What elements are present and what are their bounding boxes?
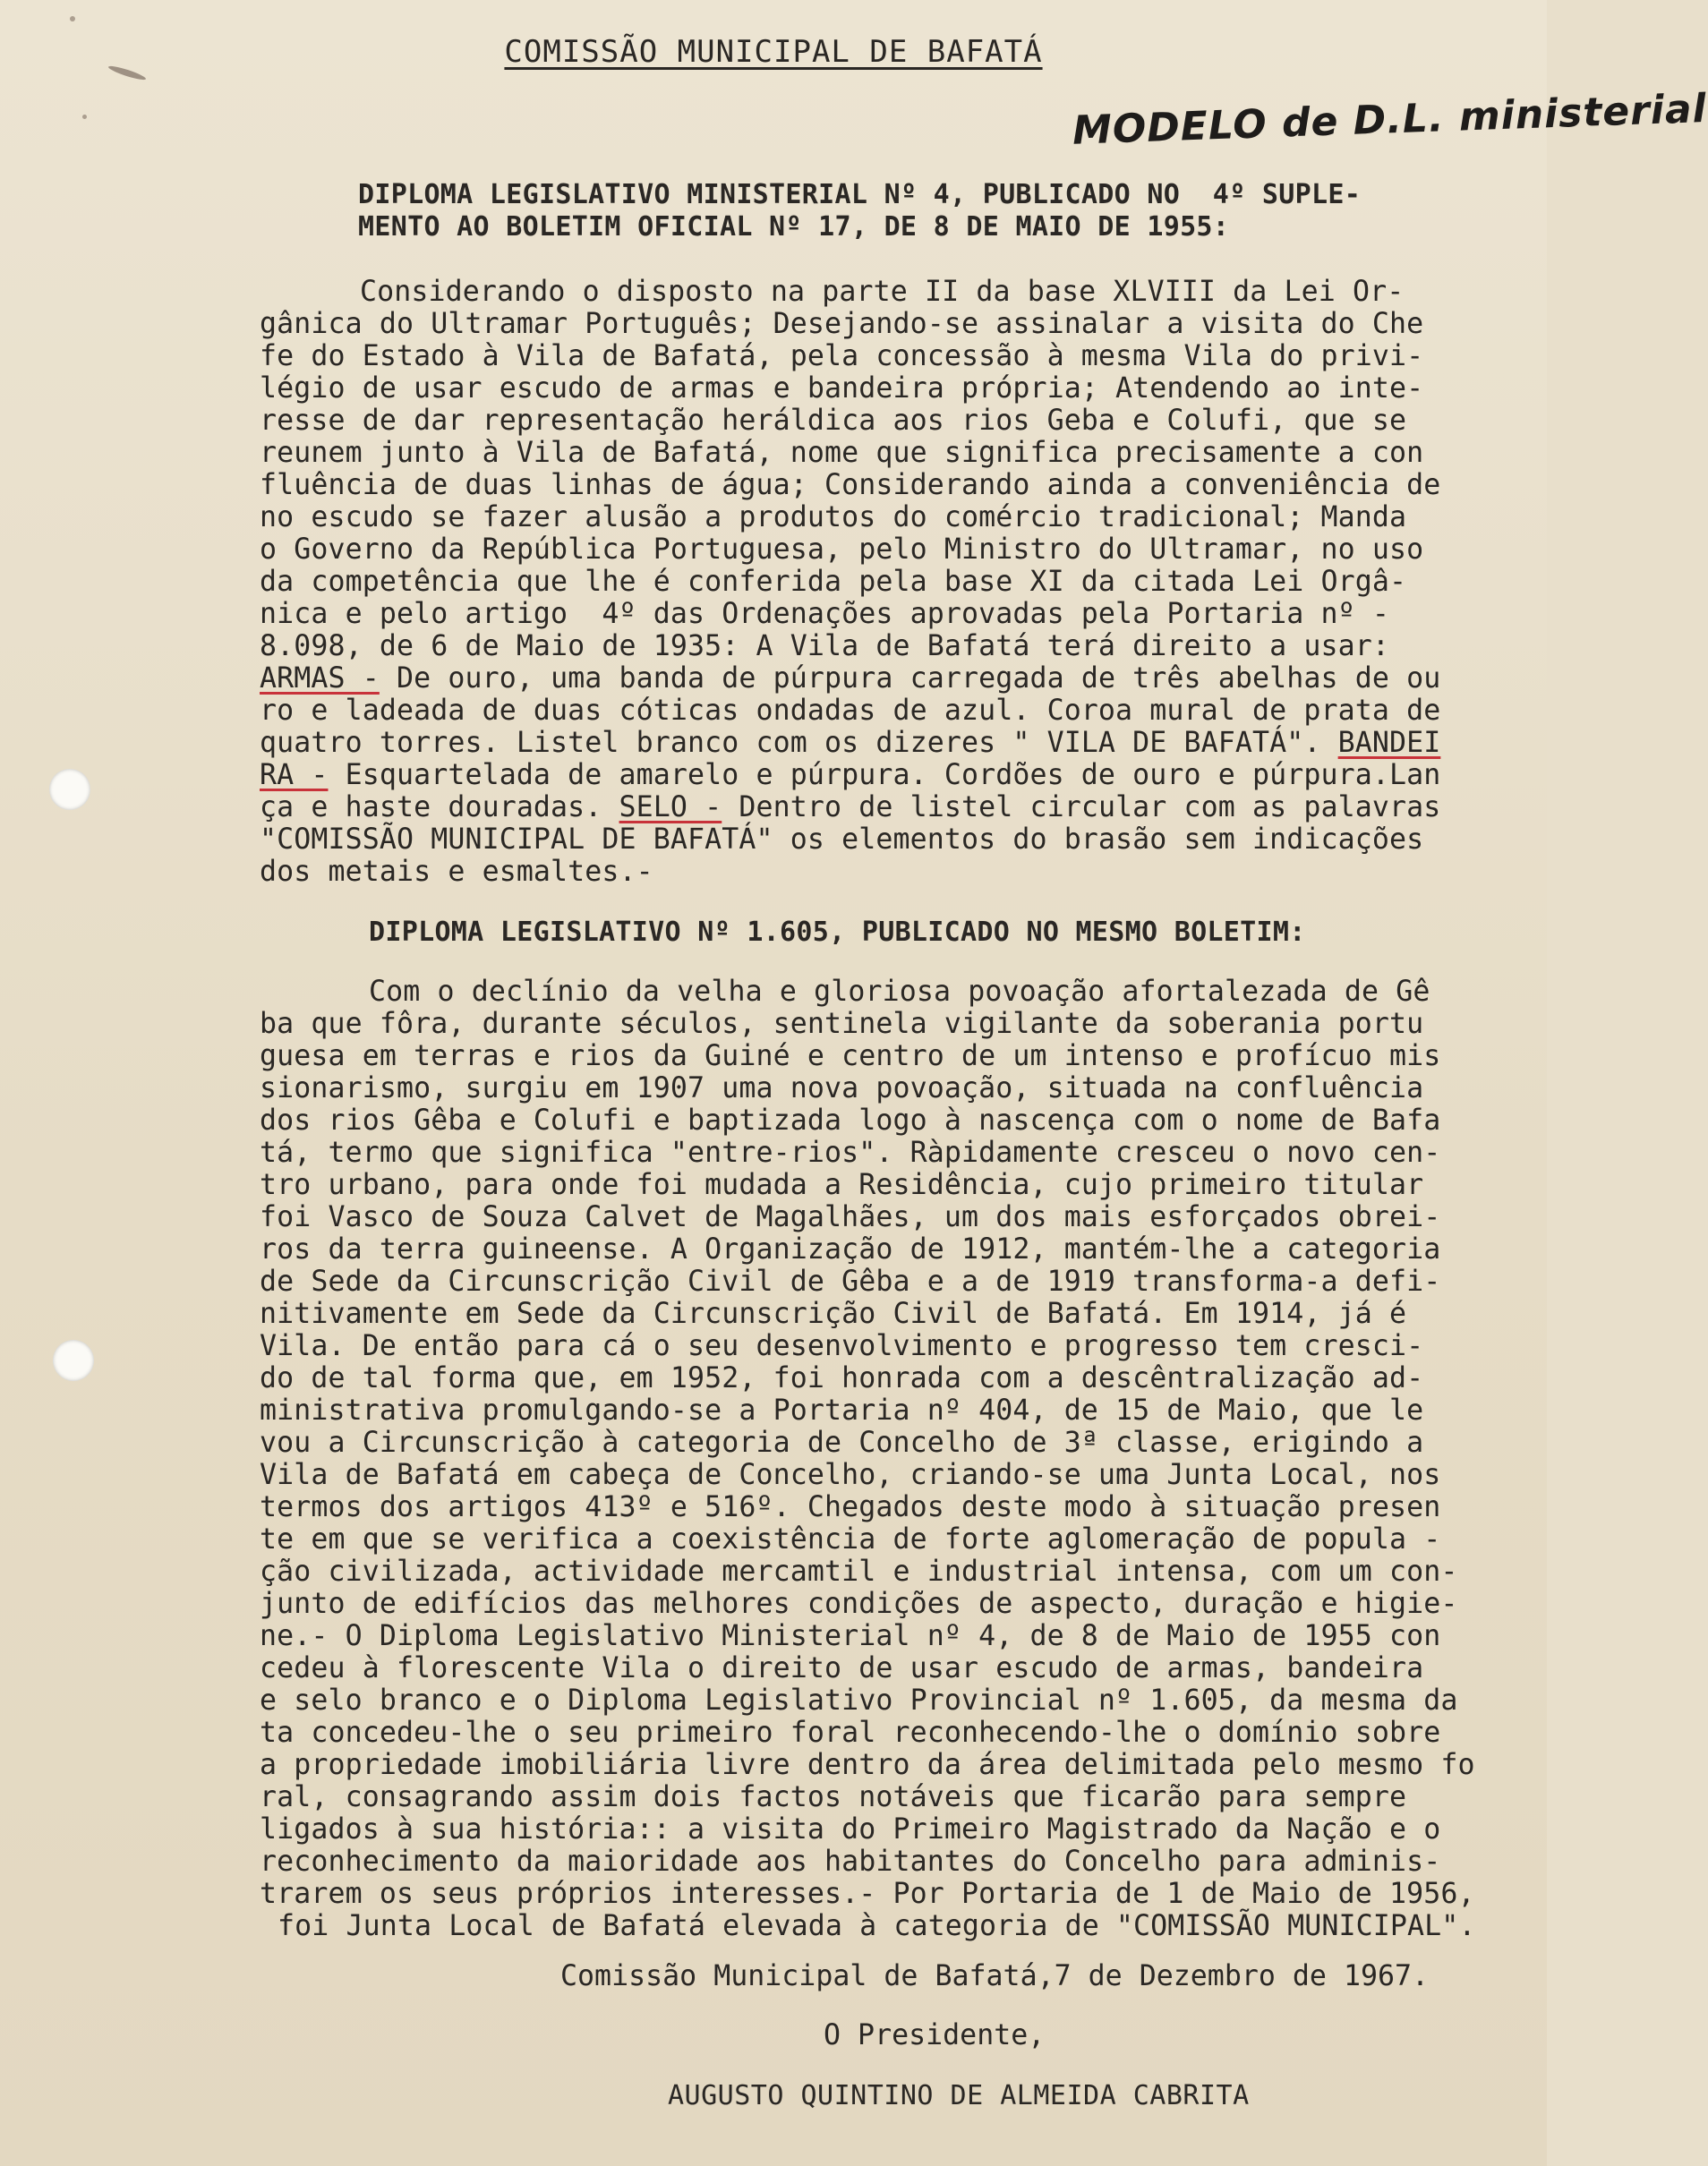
- text-line: te em que se verifica a coexistência de forte aglomeração de popula -: [260, 1523, 1441, 1556]
- text-line: ligados à sua história:: a visita do Primeiro Magistrado da Nação e o: [260, 1813, 1441, 1846]
- text-line: ministrativa promulgando-se a Portaria nº 404, de 15 de Maio, que le: [260, 1394, 1424, 1427]
- signatory-name: AUGUSTO QUINTINO DE ALMEIDA CABRITA: [668, 2080, 1250, 2111]
- text-line: fluência de duas linhas de água; Considerando ainda a conveniência de: [260, 469, 1441, 501]
- page-header: COMISSÃO MUNICIPAL DE BAFATÁ: [504, 34, 1043, 70]
- text-line: Com o declínio da velha e gloriosa povoação afortalezada de Gê: [369, 976, 1430, 1008]
- text-line: ne.- O Diploma Legislativo Ministerial nº 4, de 8 de Maio de 1955 con: [260, 1620, 1441, 1652]
- text-line: Considerando o disposto na parte II da base XLVIII da Lei Or-: [360, 276, 1405, 308]
- place-date: Comissão Municipal de Bafatá,7 de Dezembro de 1967.: [560, 1960, 1430, 1992]
- ink-speck: [82, 115, 87, 119]
- text-line: fe do Estado à Vila de Bafatá, pela concessão à mesma Vila do privi-: [260, 340, 1424, 372]
- text-line: nitivamente em Sede da Circunscrição Civil de Bafatá. Em 1914, já é: [260, 1298, 1407, 1330]
- signature-role: O Presidente,: [824, 2019, 1046, 2051]
- text-line: ção civilizada, actividade mercamtil e industrial intensa, com um con-: [260, 1556, 1458, 1588]
- text-line: ta concedeu-lhe o seu primeiro foral reconhecendo-lhe o domínio sobre: [260, 1717, 1441, 1749]
- text-line: junto de edifícios das melhores condições de aspecto, duração e higie-: [260, 1588, 1458, 1620]
- text-line: do de tal forma que, em 1952, foi honrada com a descêntralização ad-: [260, 1362, 1424, 1394]
- text-line: Vila de Bafatá em cabeça de Concelho, criando-se uma Junta Local, nos: [260, 1459, 1441, 1491]
- text-line-bandeira-cont: RA - Esquartelada de amarelo e púrpura. Cordões de ouro e púrpura.Lan: [260, 759, 1441, 791]
- red-underline: SELO -: [619, 791, 722, 823]
- text-line: foi Vasco de Souza Calvet de Magalhães, um dos mais esforçados obrei-: [260, 1201, 1441, 1233]
- red-underline: ARMAS -: [260, 662, 380, 695]
- text-line-bandeira: quatro torres. Listel branco com os dizeres " VILA DE BAFATÁ". BANDEI: [260, 727, 1441, 759]
- text-line: dos metais e esmaltes.-: [260, 856, 653, 888]
- text-line: sionarismo, surgiu em 1907 uma nova povoação, situada na confluência: [260, 1072, 1424, 1104]
- text-line: guesa em terras e rios da Guiné e centro de um intenso e profícuo mis: [260, 1040, 1441, 1072]
- text-line-armas: ARMAS - De ouro, uma banda de púrpura carregada de três abelhas de ou: [260, 662, 1441, 695]
- text-line: ro e ladeada de duas cóticas ondadas de azul. Coroa mural de prata de: [260, 695, 1441, 727]
- text-line: tro urbano, para onde foi mudada a Residência, cujo primeiro titular: [260, 1169, 1424, 1201]
- text-line: nica e pelo artigo 4º das Ordenações aprovadas pela Portaria nº -: [260, 598, 1389, 630]
- text-line: resse de dar representação heráldica aos rios Geba e Colufi, que se: [260, 405, 1407, 437]
- text-line: ral, consagrando assim dois factos notáveis que ficarão para sempre: [260, 1781, 1407, 1813]
- text-line: termos dos artigos 413º e 516º. Chegados deste modo à situação presen: [260, 1491, 1441, 1523]
- punch-hole-bottom: [53, 1340, 94, 1381]
- text-line: de Sede da Circunscrição Civil de Gêba e a de 1919 transforma-a defi-: [260, 1266, 1441, 1298]
- section-title: DIPLOMA LEGISLATIVO MINISTERIAL Nº 4, PUBLICADO NO 4º SUPLE-: [358, 179, 1362, 210]
- ink-speck: [70, 16, 75, 21]
- text-line: dos rios Gêba e Colufi e baptizada logo à nascença com o nome de Bafa: [260, 1104, 1441, 1137]
- text-line: no escudo se fazer alusão a produtos do comércio tradicional; Manda: [260, 501, 1407, 533]
- text-line: trarem os seus próprios interesses.- Por Portaria de 1 de Maio de 1956,: [260, 1878, 1475, 1910]
- punch-hole-top: [49, 769, 90, 810]
- text-line: foi Junta Local de Bafatá elevada à categoria de "COMISSÃO MUNICIPAL".: [278, 1910, 1476, 1942]
- text-line: tá, termo que significa "entre-rios". Ràpidamente cresceu o novo cen-: [260, 1137, 1441, 1169]
- handwritten-note: MODELO de D.L. ministerial: [1072, 86, 1708, 154]
- section-title: MENTO AO BOLETIM OFICIAL Nº 17, DE 8 DE MAIO DE 1955:: [358, 211, 1230, 243]
- text-line: ros da terra guineense. A Organização de 1912, mantém-lhe a categoria: [260, 1233, 1441, 1266]
- text-line: légio de usar escudo de armas e bandeira própria; Atendendo ao inte-: [260, 372, 1424, 405]
- text-line: gânica do Ultramar Português; Desejando-se assinalar a visita do Che: [260, 308, 1424, 340]
- text-line: da competência que lhe é conferida pela base XI da citada Lei Orgâ-: [260, 566, 1407, 598]
- text-line: 8.098, de 6 de Maio de 1935: A Vila de Bafatá terá direito a usar:: [260, 630, 1389, 662]
- text-line: cedeu à florescente Vila o direito de usar escudo de armas, bandeira: [260, 1652, 1424, 1684]
- text-line: reconhecimento da maioridade aos habitantes do Concelho para adminis-: [260, 1846, 1441, 1878]
- text-line: a propriedade imobiliária livre dentro da área delimitada pelo mesmo fo: [260, 1749, 1475, 1781]
- text-line: vou a Circunscrição à categoria de Concelho de 3ª classe, erigindo a: [260, 1427, 1424, 1459]
- red-underline: RA -: [260, 759, 329, 791]
- text-line: reunem junto à Vila de Bafatá, nome que significa precisamente a con: [260, 437, 1424, 469]
- text-line: "COMISSÃO MUNICIPAL DE BAFATÁ" os elementos do brasão sem indicações: [260, 823, 1424, 856]
- text-line: Vila. De então para cá o seu desenvolvimento e progresso tem cresci-: [260, 1330, 1424, 1362]
- text-line: ba que fôra, durante séculos, sentinela vigilante da soberania portu: [260, 1008, 1424, 1040]
- text-line: e selo branco e o Diploma Legislativo Provincial nº 1.605, da mesma da: [260, 1684, 1458, 1717]
- red-underline: BANDEI: [1337, 727, 1441, 759]
- text-line: o Governo da República Portuguesa, pelo Ministro do Ultramar, no uso: [260, 533, 1424, 566]
- section-title: DIPLOMA LEGISLATIVO Nº 1.605, PUBLICADO NO MESMO BOLETIM:: [369, 917, 1306, 948]
- text-line-selo: ça e haste douradas. SELO - Dentro de listel circular com as palavras: [260, 791, 1441, 823]
